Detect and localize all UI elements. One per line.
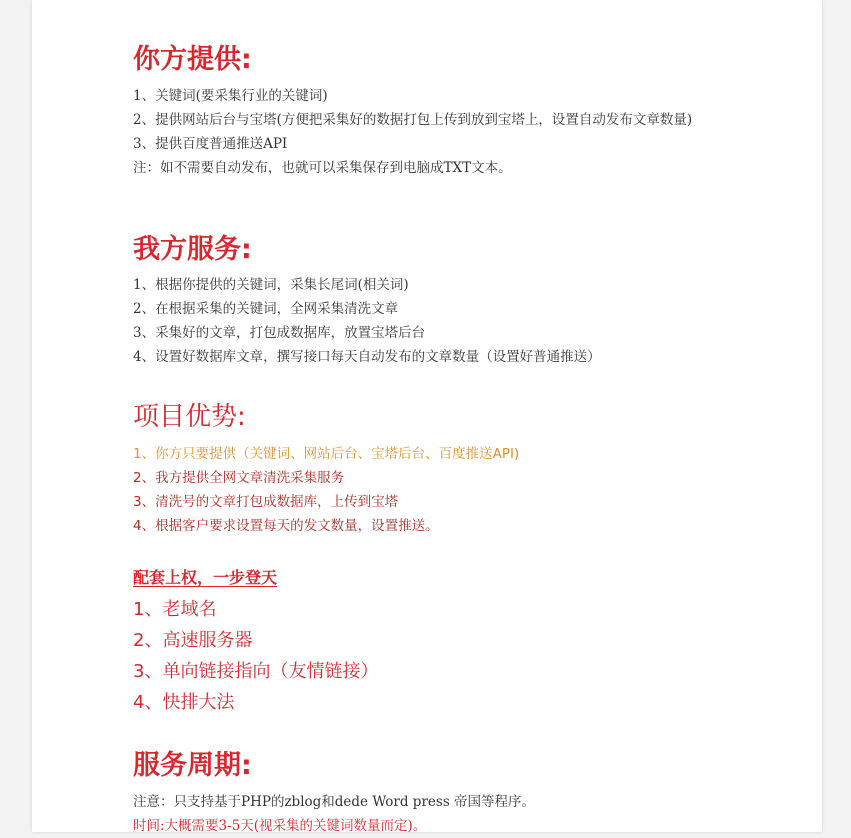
advantage-item: 4、根据客户要求设置每天的发文数量，设置推送。 bbox=[133, 518, 439, 534]
advantage-list bbox=[133, 442, 743, 538]
service-item: 3、采集好的文章，打包成数据库，放置宝塔后台 bbox=[133, 325, 426, 341]
section-title-provide: 你方提供: bbox=[133, 44, 252, 75]
section-title-bonus: 配套上权，一步登天 bbox=[133, 568, 278, 587]
advantage-item: 1、你方只要提供（关键词、网站后台、宝塔后台、百度推送API) bbox=[133, 446, 520, 462]
provide-item: 2、提供网站后台与宝塔(方便把采集好的数据打包上传到放到宝塔上，设置自动发布文章数量) bbox=[133, 112, 693, 128]
bonus-item: 3、单向链接指向（友情链接） bbox=[133, 661, 379, 682]
section-title-period: 服务周期: bbox=[133, 750, 252, 781]
period-list bbox=[133, 790, 743, 838]
bonus-item: 4、快排大法 bbox=[133, 692, 235, 713]
advantage-item: 3、清洗号的文章打包成数据库，上传到宝塔 bbox=[133, 494, 399, 510]
section-title-advantage: 项目优势: bbox=[133, 402, 246, 432]
section-title-service: 我方服务: bbox=[133, 234, 252, 265]
advantage-item: 2、我方提供全网文章清洗采集服务 bbox=[133, 470, 345, 486]
period-note: 注意：只支持基于PHP的zblog和dede Word press 帝国等程序。 bbox=[133, 794, 536, 810]
bonus-item: 1、老域名 bbox=[133, 599, 217, 620]
bonus-item: 2、高速服务器 bbox=[133, 630, 253, 651]
period-time: 时间:大概需要3-5天(视采集的关键词数量而定)。 bbox=[133, 818, 427, 834]
provide-item: 1、关键词(要采集行业的关键词) bbox=[133, 88, 328, 104]
service-item: 2、在根据采集的关键词，全网采集清洗文章 bbox=[133, 301, 399, 317]
service-list bbox=[133, 273, 743, 369]
document-page bbox=[32, 0, 822, 832]
provide-list bbox=[133, 84, 743, 180]
bonus-list bbox=[133, 594, 743, 718]
service-item: 4、设置好数据库文章，撰写接口每天自动发布的文章数量（设置好普通推送） bbox=[133, 349, 601, 365]
provide-note: 注：如不需要自动发布，也就可以采集保存到电脑成TXT文本。 bbox=[133, 160, 512, 176]
provide-item: 3、提供百度普通推送API bbox=[133, 136, 288, 152]
service-item: 1、根据你提供的关键词，采集长尾词(相关词) bbox=[133, 277, 409, 293]
